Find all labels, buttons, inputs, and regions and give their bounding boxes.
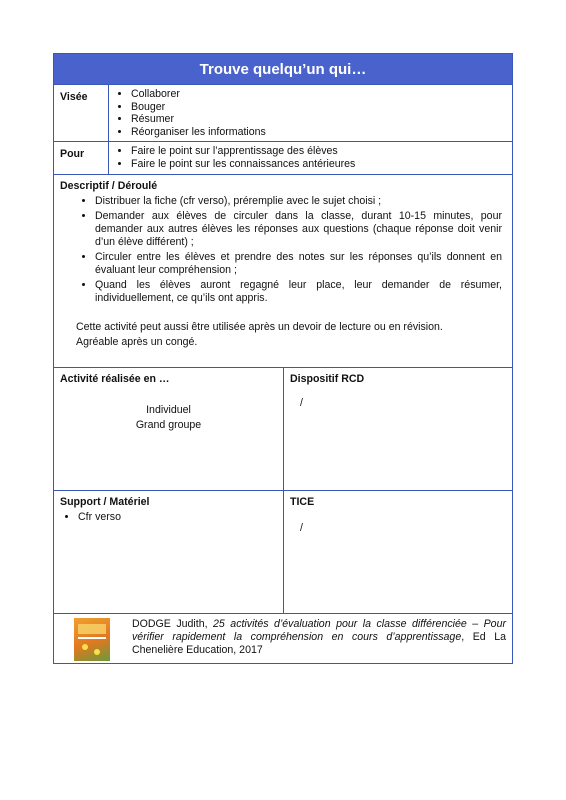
pour-row (54, 141, 512, 173)
tice-value: / (300, 521, 303, 534)
cover-rule (78, 637, 106, 639)
dispositif-value: / (300, 396, 303, 409)
tice-heading: TICE (290, 495, 315, 508)
list-item: • Faire le point sur les connaissances antérieures (131, 158, 508, 171)
support-cell (54, 491, 283, 613)
list-item: • Bouger (131, 101, 508, 114)
activite-cell (54, 368, 283, 490)
list-item: • Cfr verso (78, 511, 277, 524)
dispositif-heading: Dispositif RCD (290, 372, 365, 385)
support-tice-row (54, 490, 512, 613)
list-item: • Résumer (131, 113, 508, 126)
reference-author: DODGE Judith, (132, 617, 214, 630)
descriptif-list (60, 195, 506, 305)
cover-decoration (82, 644, 88, 650)
list-item: • Quand les élèves auront regagné leur place, leur demander de résumer, individuellement, ce qu’ils ont appris. (95, 279, 506, 305)
list-item: • Faire le point sur l’apprentissage des élèves (131, 145, 508, 158)
cover-decoration (94, 649, 100, 655)
reference-citation (132, 618, 506, 659)
vise-values (108, 85, 512, 141)
activity-sheet (53, 53, 513, 664)
tice-cell (283, 491, 512, 613)
support-heading: Support / Matériel (60, 495, 150, 508)
activite-value: Individuel (146, 403, 191, 416)
activite-heading: Activité réalisée en … (60, 372, 170, 385)
dispositif-cell (283, 368, 512, 490)
list-item: • Demander aux élèves de circuler dans la classe, durant 10-15 minutes, pour demander aux autres élèves les réponses aux questions (chaque réponse doit venir d’un élève différent) ; (95, 210, 506, 249)
descriptif-heading: Descriptif / Déroulé (60, 179, 158, 192)
vise-list (113, 88, 508, 138)
pour-label: Pour (60, 148, 85, 161)
reference-publisher: , Ed La Chenelière Education, 2017 (132, 630, 506, 656)
pour-list (113, 145, 508, 170)
list-item: • Réorganiser les informations (131, 126, 508, 139)
spacer (60, 307, 506, 320)
pour-values (108, 142, 512, 173)
support-list (60, 511, 277, 524)
list-item: • Distribuer la fiche (cfr verso), préremplie avec le sujet choisi ; (95, 195, 506, 208)
page-title: Trouve quelqu’un qui… (54, 54, 512, 84)
activite-values (60, 403, 277, 434)
activite-dispositif-row (54, 367, 512, 490)
reference-book-title: 25 activités d’évaluation pour la classe différenciée – Pour vérifier rapidement la compréhension en cours d’apprentissage (132, 617, 506, 643)
descriptif-section (54, 174, 512, 367)
descriptif-note: Cette activité peut aussi être utilisée après un devoir de lecture ou en révision. (76, 320, 443, 333)
reference-row (54, 613, 512, 663)
vise-row (54, 84, 512, 141)
activite-value: Grand groupe (135, 419, 202, 432)
descriptif-note: Agréable après un congé. (76, 335, 198, 348)
book-cover-image (74, 618, 110, 661)
list-item: • Collaborer (131, 88, 508, 101)
list-item: • Circuler entre les élèves et prendre des notes sur les réponses qu’ils donnent en évaluant leur compréhension ; (95, 251, 506, 277)
cover-title-band (78, 624, 106, 634)
vise-label: Visée (60, 91, 88, 103)
